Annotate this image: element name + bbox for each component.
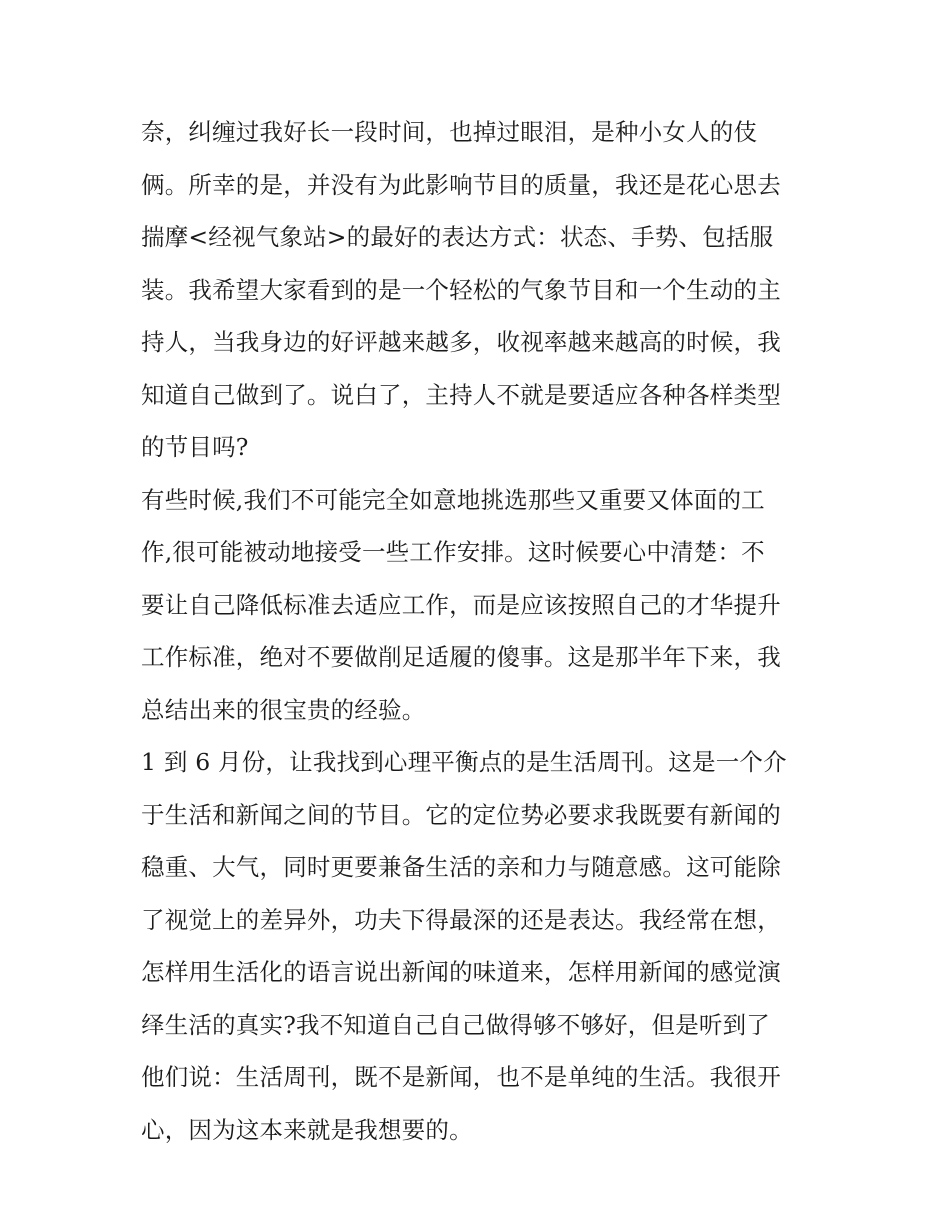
paragraph-1: [141, 106, 821, 474]
text-line: 装。我希望大家看到的是一个轻松的气象节目和一个生动的主: [141, 275, 781, 304]
text-line: 知道自己做到了。说白了，主持人不就是要适应各种各样类型: [141, 380, 781, 409]
text-line: 奈，纠缠过我好长一段时间，也掉过眼泪，是种小女人的伎: [141, 118, 758, 146]
text-line: 心，因为这本来就是我想要的。: [141, 1115, 473, 1144]
text-line: 工作标准，绝对不要做削足适履的傻事。这是那半年下来，我: [141, 643, 781, 671]
body-text: [141, 106, 821, 1156]
text-line: 绎生活的真实?我不知道自己自己做得够不够好，但是听到了: [141, 1010, 770, 1039]
paragraph-3: [141, 736, 821, 1156]
text-line: 了视觉上的差异外，功夫下得最深的还是表达。我经常在想，: [141, 905, 781, 934]
text-line: 怎样用生活化的语言说出新闻的味道来，怎样用新闻的感觉演: [141, 958, 781, 986]
text-line: 于生活和新闻之间的节目。它的定位势必要求我既要有新闻的: [141, 800, 781, 829]
text-line: 稳重、大气，同时更要兼备生活的亲和力与随意感。这可能除: [141, 853, 781, 881]
text-line: 总结出来的很宝贵的经验。: [141, 695, 426, 724]
text-line: 1 到 6 月份，让我找到心理平衡点的是生活周刊。这是一个介: [141, 748, 787, 776]
text-line: 有些时候,我们不可能完全如意地挑选那些又重要又体面的工: [141, 485, 765, 514]
text-line: 俩。所幸的是，并没有为此影响节目的质量，我还是花心思去: [141, 170, 781, 199]
paragraph-2: [141, 474, 821, 737]
text-line: 作,很可能被动地接受一些工作安排。这时候要心中清楚：不: [141, 538, 765, 566]
text-line: 他们说：生活周刊，既不是新闻，也不是单纯的生活。我很开: [141, 1063, 781, 1091]
text-line: 的节目吗?: [141, 433, 249, 461]
text-line: 揣摩<经视气象站>的最好的表达方式：状态、手势、包括服: [141, 223, 774, 251]
text-line: 要让自己降低标准去适应工作，而是应该按照自己的才华提升: [141, 590, 781, 619]
text-line: 持人，当我身边的好评越来越多，收视率越来越高的时候，我: [141, 328, 781, 356]
